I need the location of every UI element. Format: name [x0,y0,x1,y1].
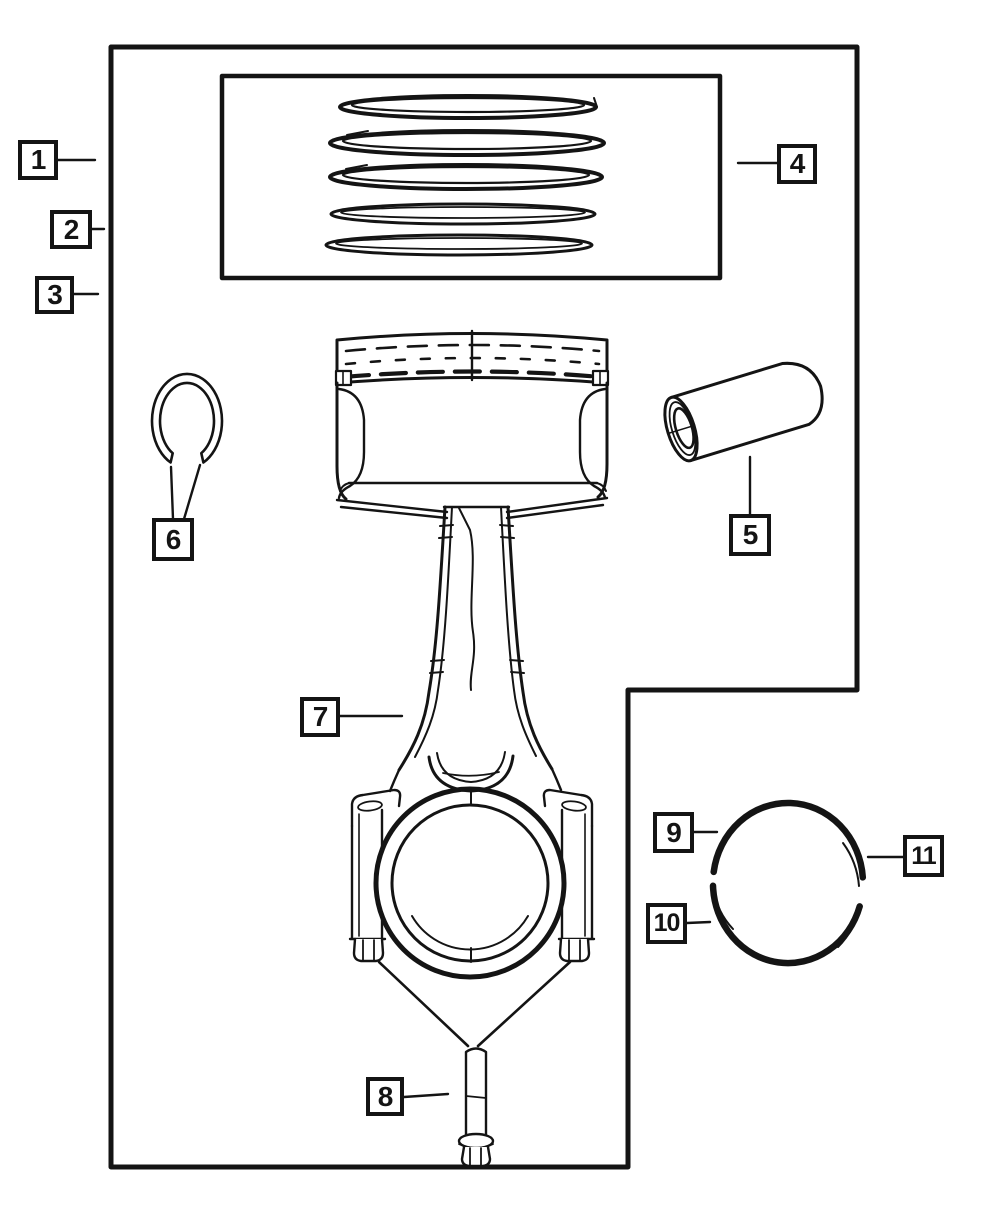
callout-box-9[interactable]: 9 [653,812,694,853]
callout-box-5[interactable]: 5 [729,514,771,556]
piston-drawing [336,331,608,518]
lower-bearing-shell [713,886,860,963]
snap-ring-drawing [152,374,222,463]
callout-box-1[interactable]: 1 [18,140,58,180]
callout-box-3[interactable]: 3 [35,276,74,314]
leader-10 [687,922,710,923]
piston-rings-drawing [326,96,604,255]
callout-box-8[interactable]: 8 [366,1077,404,1116]
callout-box-10[interactable]: 10 [646,903,687,944]
callout-box-6[interactable]: 6 [152,518,194,561]
callout-box-2[interactable]: 2 [50,210,92,249]
ring-set-box [222,76,720,278]
leader-6b [184,465,200,519]
callout-box-7[interactable]: 7 [300,697,340,737]
leader-6a [171,467,173,519]
leader-8 [404,1094,448,1097]
callout-box-4[interactable]: 4 [777,144,817,184]
callout-box-11[interactable]: 11 [903,835,944,877]
piston-pin-drawing [658,355,830,465]
rod-bolt-drawing [459,1049,493,1167]
connecting-rod-drawing [350,507,594,1046]
bearing-shells-drawing [713,803,863,963]
upper-bearing-shell [714,803,863,877]
